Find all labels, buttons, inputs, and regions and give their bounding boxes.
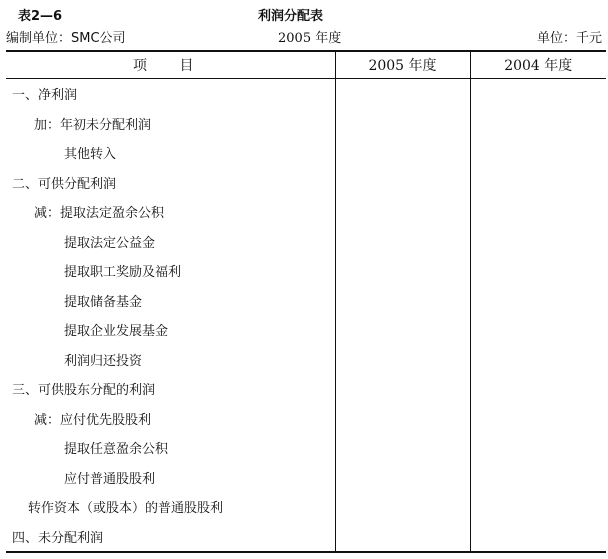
row-label: 减：提取法定盈余公积 xyxy=(34,206,165,222)
table-row xyxy=(6,522,606,553)
cell-2005 xyxy=(335,463,470,493)
profit-distribution-table xyxy=(6,50,606,553)
report-year: 2005 年度 xyxy=(278,31,342,46)
cell-2004 xyxy=(470,315,606,345)
cell-2004 xyxy=(470,256,606,286)
table-caption-line xyxy=(0,0,608,26)
table-number: 表2—6 xyxy=(18,9,63,24)
table-title: 利润分配表 xyxy=(258,9,324,24)
cell-2004 xyxy=(470,374,606,404)
cell-2005 xyxy=(335,138,470,168)
cell-2005 xyxy=(335,227,470,257)
cell-2004 xyxy=(470,138,606,168)
cell-2005 xyxy=(335,286,470,316)
row-label: 四、未分配利润 xyxy=(6,522,335,553)
row-label: 提取法定公益金 xyxy=(64,235,156,251)
cell-2005 xyxy=(335,256,470,286)
row-label: 减：应付优先股股利 xyxy=(34,412,152,428)
row-label: 三、可供股东分配的利润 xyxy=(12,383,156,399)
column-header-2004: 2004 年度 xyxy=(470,51,606,79)
cell-2005 xyxy=(335,79,470,109)
cell-2004 xyxy=(470,197,606,227)
cell-2004 xyxy=(470,79,606,109)
cell-2004 xyxy=(470,463,606,493)
table-header-row xyxy=(6,51,606,79)
table-row xyxy=(6,256,606,286)
table-row xyxy=(6,197,606,227)
table-row xyxy=(6,374,606,404)
table-row xyxy=(6,109,606,139)
table-meta-line xyxy=(0,27,608,47)
table-row xyxy=(6,286,606,316)
cell-2004 xyxy=(470,404,606,434)
row-label: 一、净利润 xyxy=(12,88,78,104)
cell-2005 xyxy=(335,345,470,375)
row-label: 提取储备基金 xyxy=(64,294,143,310)
cell-2005 xyxy=(335,522,470,553)
row-label: 提取企业发展基金 xyxy=(64,324,169,340)
cell-2004 xyxy=(470,109,606,139)
cell-2004 xyxy=(470,227,606,257)
cell-2005 xyxy=(335,374,470,404)
cell-2004 xyxy=(470,286,606,316)
row-label: 加：年初未分配利润 xyxy=(34,117,152,133)
cell-2004 xyxy=(470,433,606,463)
cell-2005 xyxy=(335,168,470,198)
preparing-organization: 编制单位：SMC公司 xyxy=(6,31,126,46)
unit-label: 单位：千元 xyxy=(536,31,602,46)
cell-2005 xyxy=(335,492,470,522)
row-label: 应付普通股股利 xyxy=(64,471,156,487)
cell-2005 xyxy=(335,197,470,227)
table-row xyxy=(6,345,606,375)
cell-2005 xyxy=(335,404,470,434)
row-label: 提取任意盈余公积 xyxy=(64,442,169,458)
column-header-item: 项 目 xyxy=(6,51,335,79)
cell-2005 xyxy=(335,315,470,345)
cell-2005 xyxy=(335,109,470,139)
row-label: 提取职工奖励及福利 xyxy=(64,265,182,281)
table-row xyxy=(6,492,606,522)
cell-2004 xyxy=(470,168,606,198)
table-row xyxy=(6,433,606,463)
table-row xyxy=(6,138,606,168)
row-label: 其他转入 xyxy=(64,147,117,163)
table-row xyxy=(6,404,606,434)
table-row xyxy=(6,227,606,257)
cell-2005 xyxy=(335,433,470,463)
row-label: 利润归还投资 xyxy=(64,353,143,369)
table-row xyxy=(6,168,606,198)
column-header-2005: 2005 年度 xyxy=(335,51,470,79)
table-row xyxy=(6,315,606,345)
row-label: 二、可供分配利润 xyxy=(12,176,117,192)
row-label: 转作资本（或股本）的普通股股利 xyxy=(28,501,224,517)
table-row xyxy=(6,463,606,493)
cell-2004 xyxy=(470,345,606,375)
table-row xyxy=(6,79,606,109)
cell-2004 xyxy=(470,522,606,553)
cell-2004 xyxy=(470,492,606,522)
